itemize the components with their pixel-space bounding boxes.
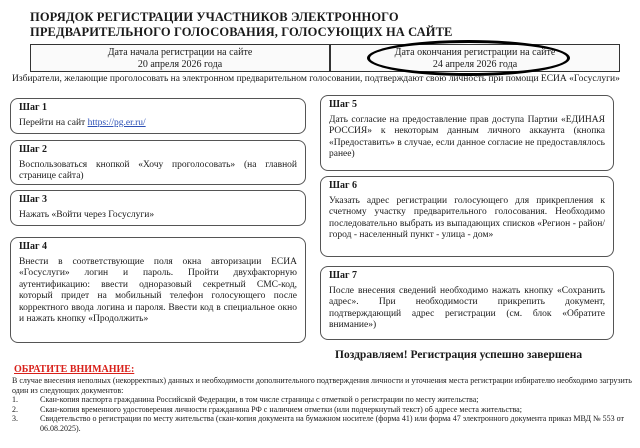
step-title: Шаг 3 [19, 194, 48, 205]
item-text: Свидетельство о регистрации по месту жительства (скан-копия документа на бумажном носителе (форма 41) или форма 47 электронного документа приказ МВД № 553 от 06.08.2025). [40, 414, 624, 433]
list-item [12, 414, 634, 433]
intro-text: Избиратели, желающие проголосовать на электронном предварительном голосовании, подтверждают свою личность при помощи ЕСИА «Госуслуги» [12, 74, 620, 84]
list-item [12, 395, 634, 405]
step-text: Перейти на сайт [19, 117, 88, 128]
step-site-link[interactable]: https://pg.er.ru/ [87, 117, 146, 128]
step-text: Внести в соответствующие поля окна авторизации ЕСИА «Госуслуги» логин и пароль. Пройти двухфакторную аутентификацию: ввести одноразовый секретный СМС-код, который придет на мобильный телефон голосующего после корректного ввода логина и пароля. Ввести код в специальное окно и нажать кнопку «Продолжить» [19, 256, 297, 324]
attention-heading: ОБРАТИТЕ ВНИМАНИЕ: [14, 364, 135, 375]
step-6-box [320, 176, 614, 257]
end-label: Дата окончания регистрации на сайте [394, 47, 556, 58]
item-text: Скан-копия паспорта гражданина Российской Федерации, в том числе страницы с отметкой о регистрации по месту жительства; [40, 395, 479, 404]
step-title: Шаг 4 [19, 241, 48, 252]
step-2-box [10, 140, 306, 185]
title-line-1: ПОРЯДОК РЕГИСТРАЦИИ УЧАСТНИКОВ ЭЛЕКТРОННОГО [30, 10, 399, 24]
step-text: Воспользоваться кнопкой «Хочу проголосовать» (на главной странице сайта) [19, 159, 297, 181]
list-item [12, 405, 634, 415]
item-number: 3. [12, 414, 18, 423]
item-number: 2. [12, 404, 18, 414]
item-number: 1. [12, 395, 18, 404]
step-7-box [320, 266, 614, 340]
step-text: Дать согласие на предоставление прав доступа Партии «ЕДИНАЯ РОССИЯ» к некоторым данным личного аккаунта (кнопка «Предоставить» в случае, если данное согласие не предоставлялось ранее) [329, 114, 605, 159]
step-5-box [320, 95, 614, 171]
start-date: 20 апреля 2026 года [137, 59, 223, 70]
step-title: Шаг 2 [19, 144, 48, 155]
attention-text: В случае внесения неполных (некорректных) данных и необходимости дополнительного подтверждения личности и уточнения места регистрации избирателю необходимо загрузить один из следующих документов: [12, 376, 632, 395]
start-label: Дата начала регистрации на сайте [107, 47, 253, 58]
step-title: Шаг 7 [329, 270, 358, 281]
step-title: Шаг 6 [329, 180, 358, 191]
highlight-oval [367, 40, 570, 76]
step-1-box [10, 98, 306, 134]
step-text: После внесения сведений необходимо нажать кнопку «Сохранить адрес». При необходимости прикрепить документ, подтверждающий адрес регистрации (см. блок «Обратите внимание») [329, 285, 605, 330]
success-message: Поздравляем! Регистрация успешно завершена [335, 349, 583, 361]
attention-notes [12, 376, 634, 433]
step-title: Шаг 1 [19, 102, 48, 113]
step-text: Указать адрес регистрации голосующего для прикрепления к счетному участку предварительного голосования. Необходимо последовательно выбрать из выпадающих списков «Регион - район/город - населенный пункт - улица - дом» [329, 195, 605, 240]
item-text: Скан-копия временного удостоверения личности гражданина РФ с наличием отметки (или подчеркнутый текст) об адресе места жительства; [40, 404, 522, 414]
end-date: 24 апреля 2026 года [432, 59, 518, 70]
step-text: Нажать «Войти через Госуслуги» [19, 209, 155, 220]
step-title: Шаг 5 [329, 99, 358, 110]
step-4-box [10, 237, 306, 343]
registration-start-box [30, 44, 330, 72]
step-3-box [10, 190, 306, 226]
title-line-2: ПРЕДВАРИТЕЛЬНОГО ГОЛОСОВАНИЯ, ГОЛОСУЮЩИХ НА САЙТЕ [30, 25, 453, 39]
